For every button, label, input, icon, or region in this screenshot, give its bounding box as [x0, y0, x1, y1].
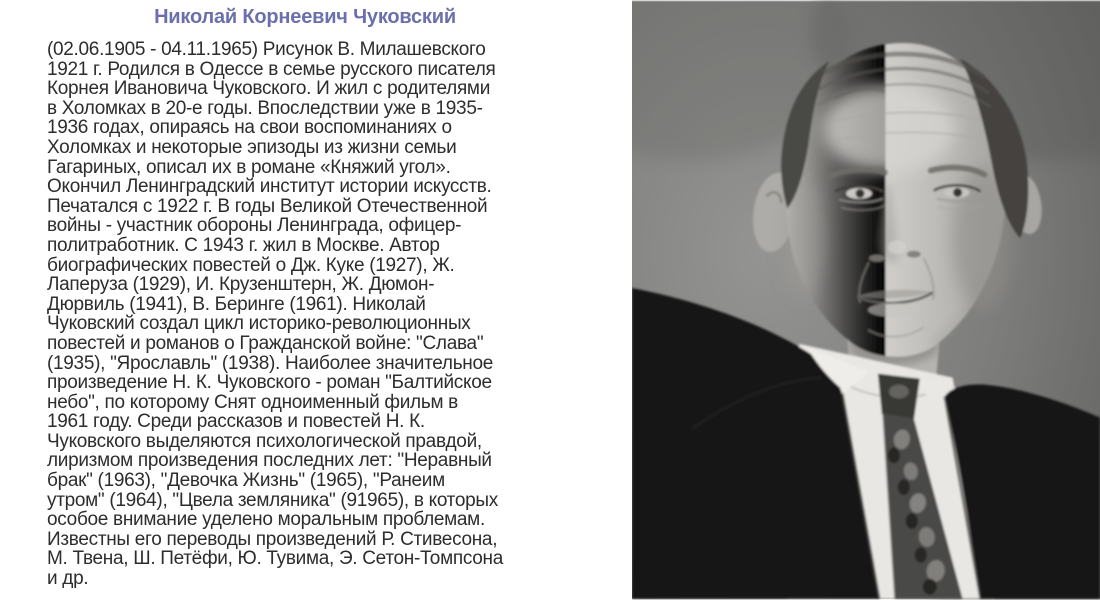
biography-line: Холомках и некоторые эпизоды из жизни семьи — [47, 136, 457, 158]
biography-line: утром" (1964), "Цвела земляника" (91965), в которых — [47, 489, 498, 511]
biography-line: небо", по которому Снят одноименный фильм в — [47, 391, 458, 413]
biography-line: войны - участник обороны Ленинграда, офицер- — [47, 215, 462, 237]
portrait-svg — [632, 0, 1100, 600]
biography-line: Корнея Ивановича Чуковского. И жил с родителями — [47, 78, 491, 100]
biography-line: 1921 г. Родился в Одессе в семье русского писателя — [47, 58, 496, 80]
biography-line: брак" (1963), "Девочка Жизнь" (1965), "Ранеим — [47, 470, 445, 492]
biography-line: в Холомках в 20-е годы. Впоследствии уже в 1935- — [47, 97, 483, 119]
portrait-photo — [632, 0, 1100, 600]
biography-line: 1961 году. Среди рассказов и повестей Н. К. — [47, 411, 425, 433]
biography-text — [47, 40, 563, 589]
biography-line: (1935), "Ярославль" (1938). Наиболее значительное — [47, 352, 494, 374]
biography-line: Дюрвиль (1941), В. Беринге (1961). Николай — [47, 293, 426, 315]
biography-line: Печатался с 1922 г. В годы Великой Отечественной — [47, 195, 488, 217]
biography-line: 1936 годах, опираясь на свои воспоминаниях о — [47, 117, 452, 139]
biography-line: Окончил Ленинградский институт истории искусств. — [47, 176, 492, 198]
biography-line: произведение Н. К. Чуковского - роман "Балтийское — [47, 372, 492, 394]
page-title: Николай Корнеевич Чуковский — [154, 6, 456, 28]
biography-line: повестей и романов о Гражданской войне: "Слава" — [47, 332, 484, 354]
biography-line: особое внимание уделено моральным проблемам. — [47, 509, 485, 531]
biography-line: (02.06.1905 - 04.11.1965) Рисунок В. Милашевского — [47, 39, 486, 60]
biography-column — [47, 6, 563, 589]
biography-line: Чуковского выделяются психологической правдой, — [47, 430, 482, 452]
biography-line: лиризмом произведения последних лет: "Неравный — [47, 450, 492, 472]
biography-line: и др. — [47, 568, 89, 590]
biography-line: Чуковский создал цикл историко-революционных — [47, 313, 471, 335]
biography-line: Гагариных, описал их в романе «Княжий угол». — [47, 156, 451, 178]
biography-line: Известны его переводы произведений Р. Стивесона, — [47, 528, 498, 550]
biography-line: М. Твена, Ш. Петёфи, Ю. Тувима, Э. Сетон-Томпсона — [47, 548, 503, 570]
biography-line: биографических повестей о Дж. Куке (1927), Ж. — [47, 254, 455, 276]
biography-line: Лаперуза (1929), И. Крузенштерн, Ж. Дюмон- — [47, 274, 435, 296]
biography-line: политработник. С 1943 г. жил в Москве. Автор — [47, 234, 440, 256]
